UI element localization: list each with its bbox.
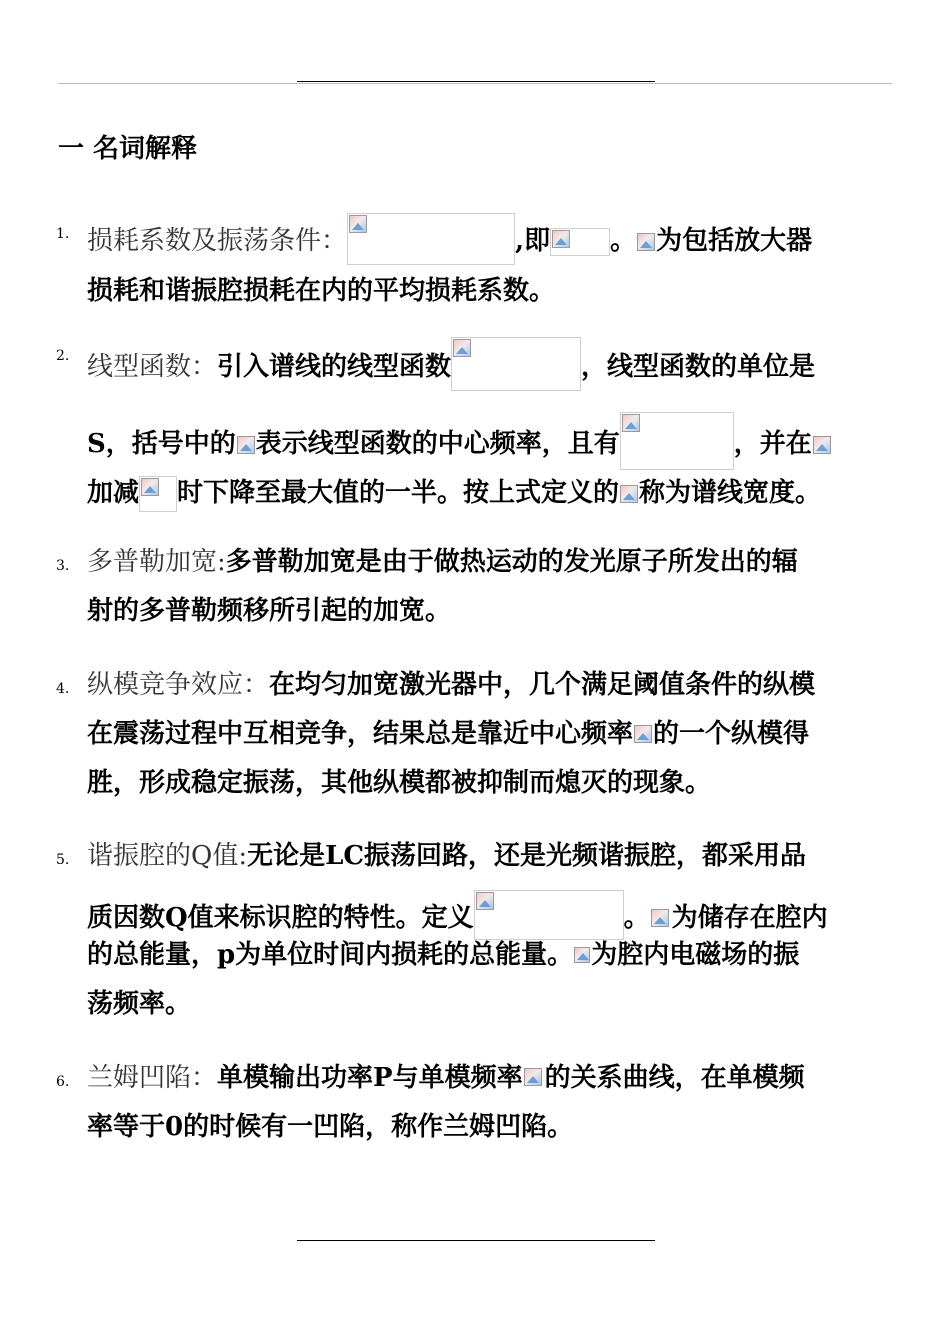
item-4-line-3: 胜，形成稳定振荡，其他纵模都被抑制而熄灭的现象。 <box>87 768 712 798</box>
image-placeholder-icon <box>637 233 655 251</box>
item-3-line-2: 射的多普勒频移所引起的加宽。 <box>87 596 452 626</box>
formula-image <box>236 435 256 455</box>
item-1-line-1: 损耗系数及振荡条件： ,即 。 为包括放大器 <box>87 213 812 265</box>
item-number: 2. <box>56 348 70 364</box>
header-underline <box>297 81 655 82</box>
formula-image <box>619 484 639 504</box>
formula-image <box>139 476 177 512</box>
item-5-line-4: 荡频率。 <box>87 989 192 1019</box>
image-placeholder-icon <box>634 725 652 743</box>
item-number: 1. <box>56 226 70 242</box>
item-2-line-3: 加减 时下降至最大值的一半。按上式定义的 称为谱线宽度。 <box>87 476 821 512</box>
image-placeholder-icon <box>813 436 831 454</box>
formula-image <box>633 724 653 746</box>
footer-underline <box>297 1240 655 1241</box>
formula-image <box>451 337 581 391</box>
formula-image <box>523 1067 545 1091</box>
image-placeholder-icon <box>141 478 159 496</box>
item-number: 4. <box>56 681 70 697</box>
item-5-line-2: 质因数Q值来标识腔的特性。定义 。 为储存在腔内 <box>87 890 828 940</box>
image-placeholder-icon <box>349 215 367 233</box>
item-4-line-1: 纵模竞争效应：在均匀加宽激光器中，几个满足阈值条件的纵模 <box>87 670 816 700</box>
term-label: 损耗系数及振荡条件： <box>87 226 348 256</box>
image-placeholder-icon <box>237 436 255 454</box>
header-rule <box>58 83 892 84</box>
item-6-line-1: 兰姆凹陷：单模输出功率P与单模频率 的关系曲线，在单模频 <box>87 1063 805 1093</box>
formula-image <box>812 435 832 455</box>
term-label: 多普勒加宽: <box>87 547 226 577</box>
formula-image <box>636 232 656 252</box>
item-number: 3. <box>56 558 70 574</box>
section-title: 一 名词解释 <box>58 134 198 164</box>
item-5-line-1: 谐振腔的Q值:无论是LC振荡回路，还是光频谐振腔，都采用品 <box>87 841 807 871</box>
item-2-line-2: S，括号中的 表示线型函数的中心频率，且有 ，并在 <box>87 412 832 470</box>
image-placeholder-icon <box>620 485 638 503</box>
formula-image <box>620 412 734 470</box>
item-number: 6. <box>56 1074 70 1090</box>
formula-image <box>474 890 624 940</box>
image-placeholder-icon <box>524 1068 542 1086</box>
item-3-line-1: 多普勒加宽:多普勒加宽是由于做热运动的发光原子所发出的辐 <box>87 547 798 577</box>
item-1-line-2: 损耗和谐振腔损耗在内的平均损耗系数。 <box>87 276 556 306</box>
image-placeholder-icon <box>453 339 471 357</box>
item-5-line-3: 的总能量，p为单位时间内损耗的总能量。 为腔内电磁场的振 <box>87 940 800 970</box>
image-placeholder-icon <box>622 414 640 432</box>
item-6-line-2: 率等于0的时候有一凹陷，称作兰姆凹陷。 <box>87 1112 574 1142</box>
image-placeholder-icon <box>651 909 669 927</box>
formula-image <box>650 908 672 930</box>
term-label: 纵模竞争效应： <box>87 670 270 700</box>
item-2-line-1: 线型函数：引入谱线的线型函数 ，线型函数的单位是 <box>87 337 815 391</box>
formula-image <box>573 946 591 966</box>
formula-image <box>347 213 515 265</box>
term-label: 谐振腔的Q值: <box>87 841 248 871</box>
term-label: 线型函数： <box>87 352 218 382</box>
formula-image <box>550 228 610 256</box>
image-placeholder-icon <box>476 892 494 910</box>
image-placeholder-icon <box>574 947 590 963</box>
item-number: 5. <box>56 852 70 868</box>
term-label: 兰姆凹陷： <box>87 1063 218 1093</box>
image-placeholder-icon <box>552 230 570 248</box>
item-4-line-2: 在震荡过程中互相竞争，结果总是靠近中心频率 的一个纵模得 <box>87 719 810 749</box>
